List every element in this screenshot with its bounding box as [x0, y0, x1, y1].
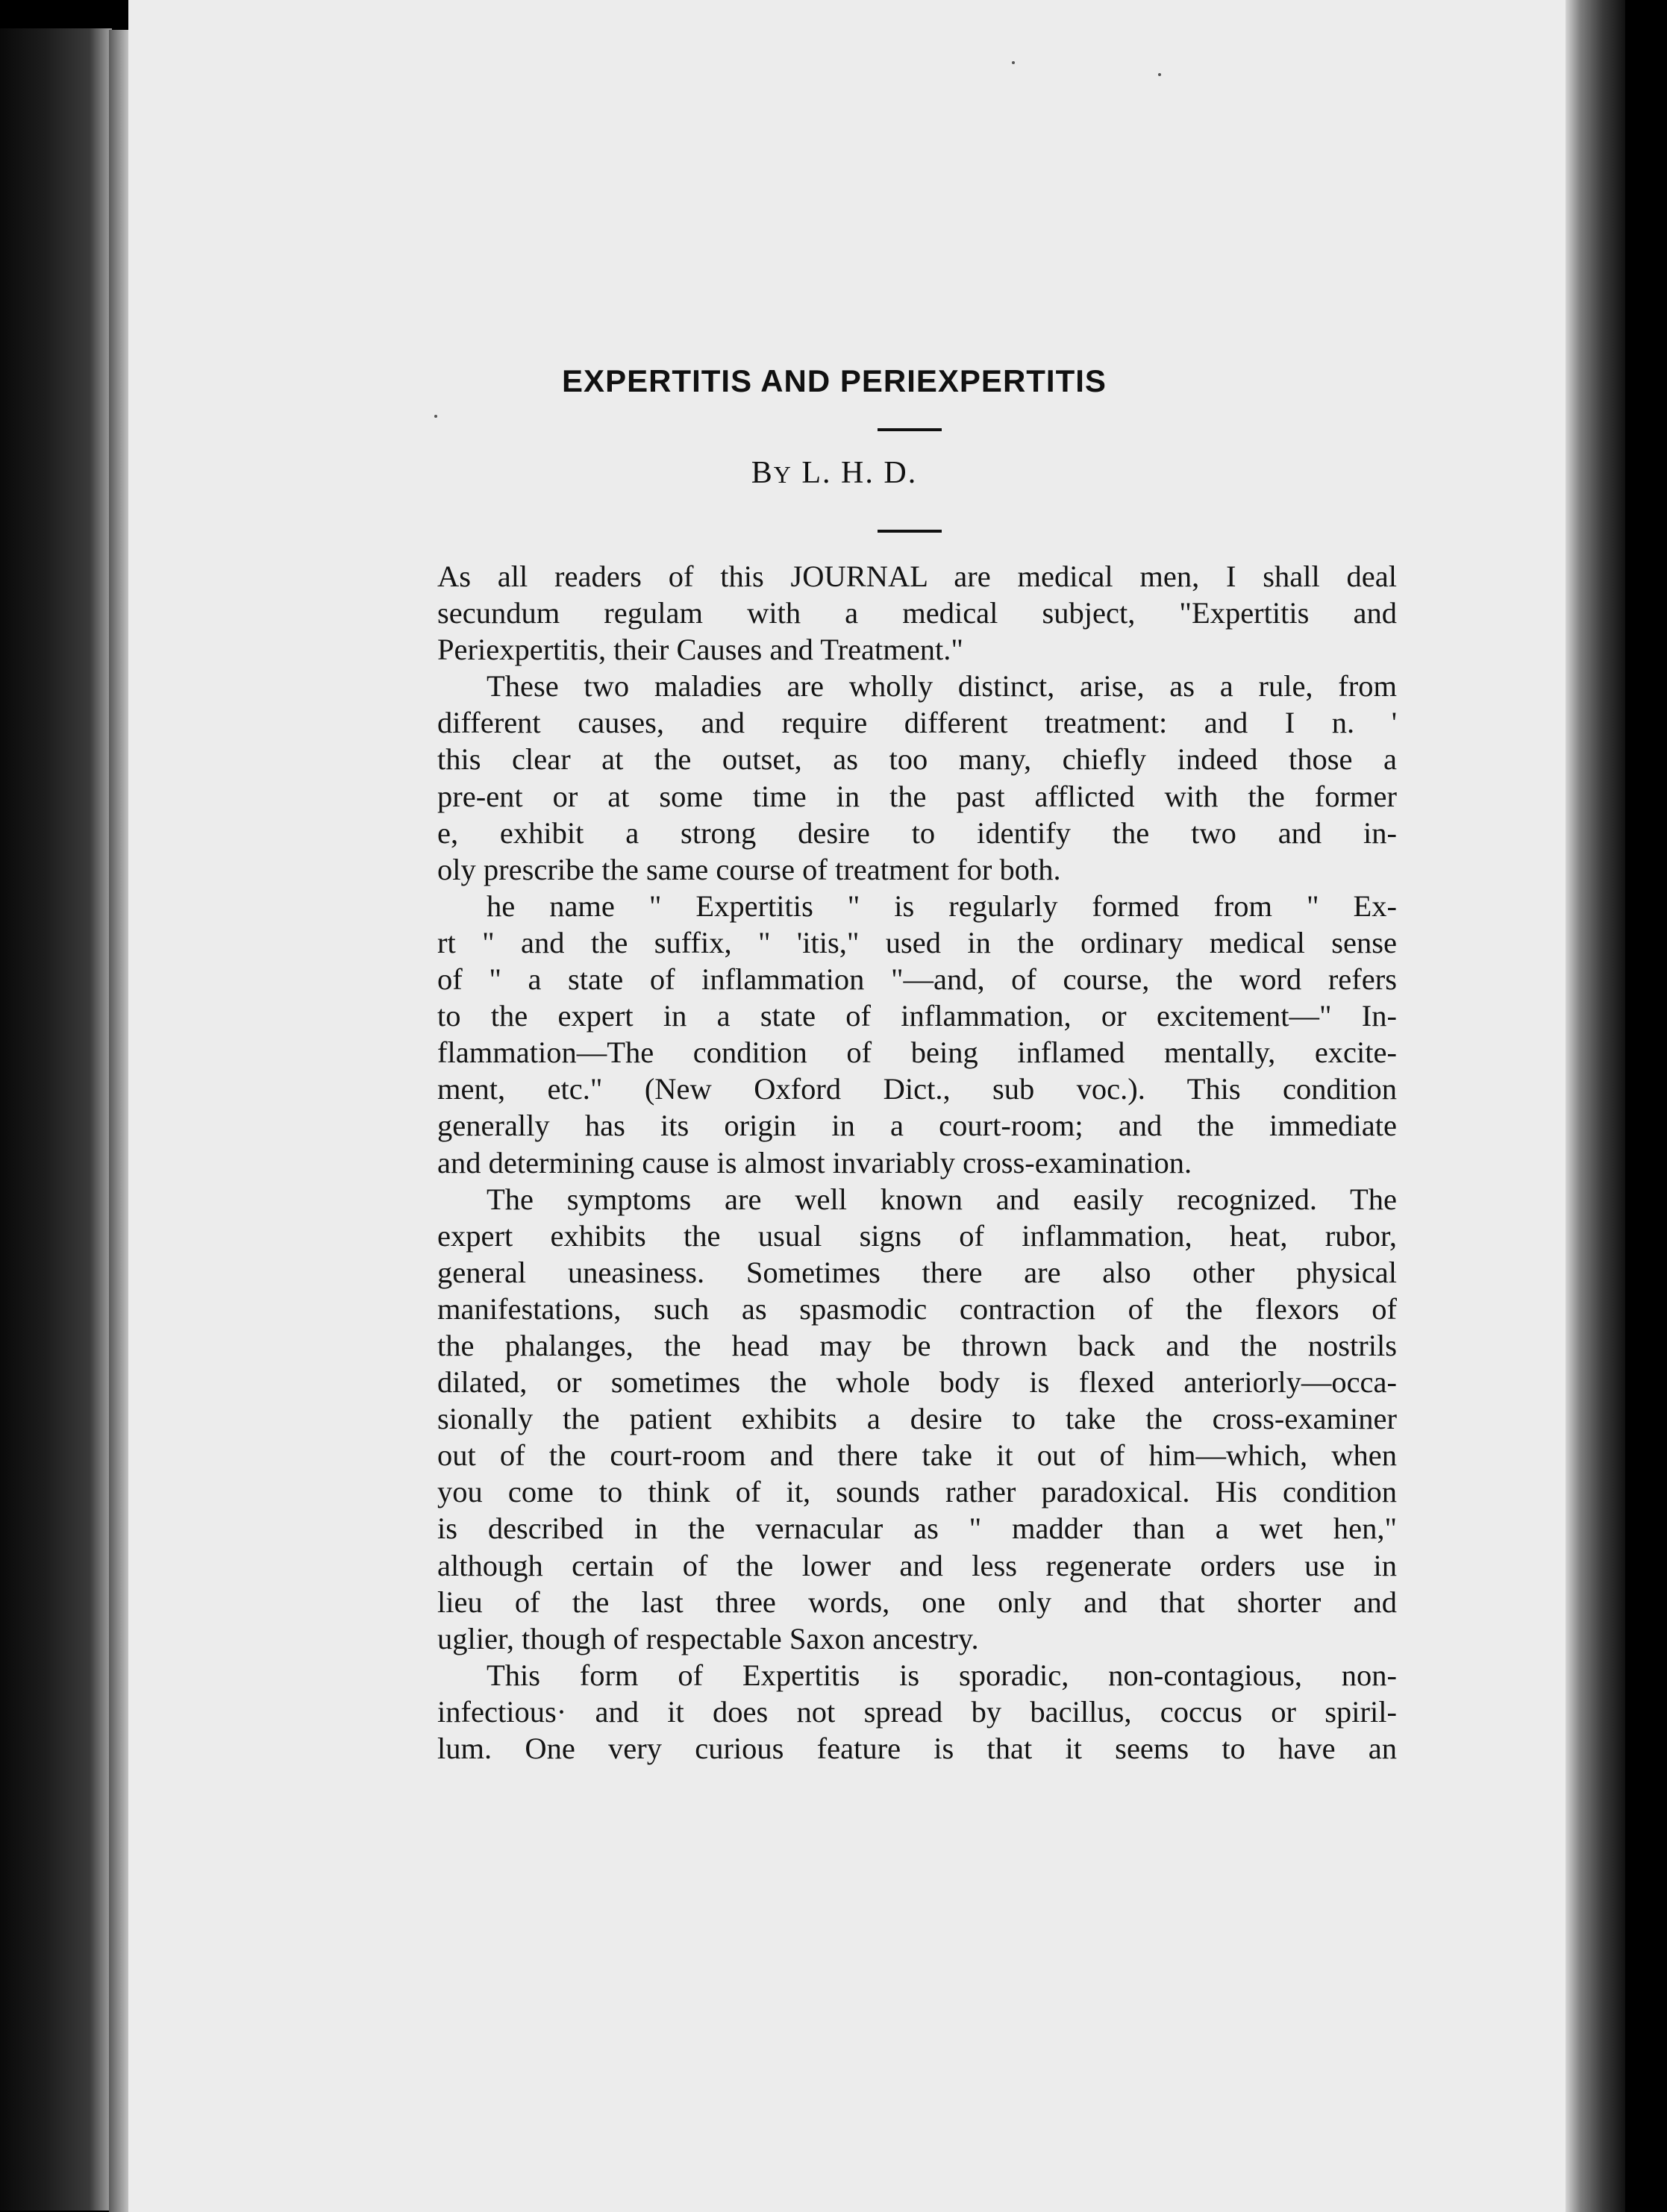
text-line: ment, etc." (New Oxford Dict., sub voc.). This condition [437, 1072, 1397, 1106]
text-line: to the expert in a state of inflammation, or excitement—" In- [437, 999, 1397, 1033]
text-line: uglier, though of respectable Saxon ancestry. [437, 1621, 979, 1655]
scan-speck [434, 415, 437, 418]
text-line: expert exhibits the usual signs of inflammation, heat, rubor, [437, 1218, 1397, 1253]
title-rule [878, 428, 942, 431]
facing-page-edge [0, 28, 112, 2211]
text-line: generally has its origin in a court-room; and the immediate [437, 1109, 1397, 1143]
byline-rule [878, 530, 942, 533]
scan-speck [1158, 73, 1161, 76]
text-line: oly prescribe the same course of treatment for both. [437, 852, 1061, 886]
byline-prefix-rest: Y [773, 461, 792, 488]
text-line: e, exhibit a strong desire to identify the two and in- [437, 815, 1397, 850]
text-line: lieu of the last three words, one only and that shorter and [437, 1585, 1397, 1619]
book-gutter [109, 30, 130, 2212]
text-line: Periexpertitis, their Causes and Treatment." [437, 633, 963, 667]
text-line: he name " Expertitis " is regularly formed from " Ex- [487, 889, 1397, 923]
text-line: is described in the vernacular as " madder than a wet hen," [437, 1511, 1397, 1546]
byline-author: L. H. D. [801, 456, 918, 490]
text-line: The symptoms are well known and easily recognized. The [487, 1182, 1397, 1216]
text-line: you come to think of it, sounds rather paradoxical. His condition [437, 1475, 1397, 1509]
text-line: As all readers of this JOURNAL are medical men, I shall deal [437, 560, 1397, 593]
text-line: flammation—The condition of being inflamed mentally, excite- [437, 1035, 1397, 1070]
text-line: sionally the patient exhibits a desire to take the cross-examiner [437, 1402, 1397, 1436]
article-body [437, 558, 1397, 1767]
text-line: and determining cause is almost invariably cross-examination. [437, 1145, 1192, 1179]
byline [373, 455, 1295, 491]
text-line: general uneasiness. Sometimes there are also other physical [437, 1255, 1397, 1289]
text-line: different causes, and require different treatment: and I n. ' [437, 706, 1397, 740]
text-line: This form of Expertitis is sporadic, non-contagious, non- [487, 1658, 1397, 1692]
page-fore-edge [1566, 0, 1625, 2212]
scan-speck [1012, 61, 1015, 64]
text-line: out of the court-room and there take it out of him—which, when [437, 1438, 1397, 1473]
text-line: lum. One very curious feature is that it seems to have an [437, 1732, 1397, 1765]
text-line: secundum regulam with a medical subject, "Expertitis and [437, 596, 1397, 630]
text-line: of " a state of inflammation "—and, of course, the word refers [437, 962, 1397, 997]
text-line: although certain of the lower and less regenerate orders use in [437, 1548, 1397, 1582]
text-line: manifestations, such as spasmodic contraction of the flexors of [437, 1291, 1397, 1326]
text-line: pre-ent or at some time in the past afflicted with the former [437, 779, 1397, 813]
byline-prefix-initial: B [751, 456, 774, 490]
text-line: this clear at the outset, as too many, chiefly indeed those a [437, 742, 1397, 777]
text-line: the phalanges, the head may be thrown back and the nostrils [437, 1328, 1397, 1362]
article-title: EXPERTITIS AND PERIEXPERTITIS [562, 363, 1107, 398]
text-line: These two maladies are wholly distinct, arise, as a rule, from [487, 669, 1397, 704]
text-line: infectious· and it does not spread by bacillus, coccus or spiril- [437, 1694, 1397, 1729]
text-line: rt " and the suffix, " 'itis," used in the ordinary medical sense [437, 925, 1397, 959]
text-line: dilated, or sometimes the whole body is flexed anteriorly—occa- [437, 1365, 1397, 1400]
